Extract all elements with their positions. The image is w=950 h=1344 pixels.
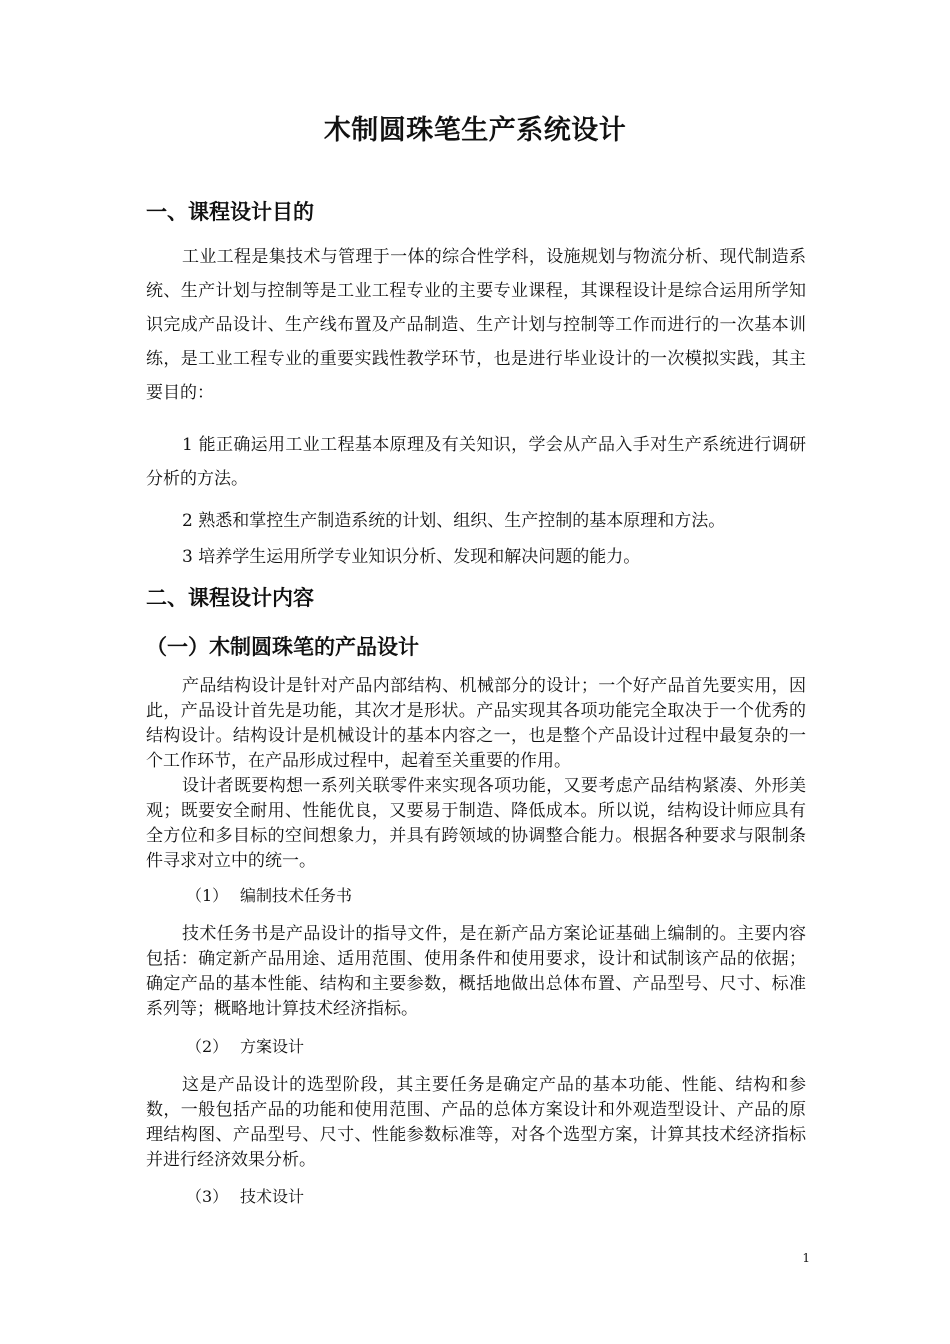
subsection-heading: （一）木制圆珠笔的产品设计 xyxy=(146,634,419,659)
section-2-heading: 二、课程设计内容 xyxy=(146,585,314,610)
section-1-heading: 一、课程设计目的 xyxy=(146,199,314,224)
item-1-number: （1） xyxy=(186,886,229,905)
section-1-intro: 工业工程是集技术与管理于一体的综合性学科，设施规划与物流分析、现代制造系统、生产计划与控制等是工业工程专业的主要专业课程，其课程设计是综合运用所学知识完成产品设计、生产线布置及产品制造、生产计划与控制等工作而进行的一次基本训练，是工业工程专业的重要实践性教学环节，也是进行毕业设计的一次模拟实践，其主要目的： xyxy=(146,247,806,403)
item-2-text: 这是产品设计的选型阶段，其主要任务是确定产品的基本功能、性能、结构和参数，一般包括产品的功能和使用范围、产品的总体方案设计和外观造型设计、产品的原理结构图、产品型号、尺寸、性能参数标准等，对各个选型方案，计算其技术经济指标并进行经济效果分析。 xyxy=(146,1075,806,1170)
page-number: 1 xyxy=(802,1251,810,1265)
item-3-label: 技术设计 xyxy=(240,1187,305,1206)
item-1-heading xyxy=(186,884,352,908)
item-3-number: （3） xyxy=(186,1187,229,1206)
goal-2: 2 熟悉和掌控生产制造系统的计划、组织、生产控制的基本原理和方法。 xyxy=(182,511,726,531)
goal-3: 3 培养学生运用所学专业知识分析、发现和解决问题的能力。 xyxy=(182,547,641,567)
design-paragraph-2: 设计者既要构想一系列关联零件来实现各项功能，又要考虑产品结构紧凑、外形美观；既要安全耐用、性能优良，又要易于制造、降低成本。所以说，结构设计师应具有全方位和多目标的空间想象力，并具有跨领域的协调整合能力。根据各种要求与限制条件寻求对立中的统一。 xyxy=(146,776,806,871)
item-1-label: 编制技术任务书 xyxy=(240,886,353,905)
item-3-heading xyxy=(186,1185,304,1209)
goal-1: 1 能正确运用工业工程基本原理及有关知识，学会从产品入手对生产系统进行调研分析的方法。 xyxy=(146,435,806,489)
item-2-heading xyxy=(186,1035,304,1059)
document-title: 木制圆珠笔生产系统设计 xyxy=(323,115,627,146)
item-2-number: （2） xyxy=(186,1037,229,1056)
item-2-label: 方案设计 xyxy=(240,1037,305,1056)
item-1-text: 技术任务书是产品设计的指导文件，是在新产品方案论证基础上编制的。主要内容包括：确定新产品用途、适用范围、使用条件和使用要求，设计和试制该产品的依据；确定产品的基本性能、结构和主要参数，概括地做出总体布置、产品型号、尺寸、标准系列等；概略地计算技术经济指标。 xyxy=(146,924,806,1019)
design-paragraph-1: 产品结构设计是针对产品内部结构、机械部分的设计；一个好产品首先要实用，因此，产品设计首先是功能，其次才是形状。产品实现其各项功能完全取决于一个优秀的结构设计。结构设计是机械设计的基本内容之一，也是整个产品设计过程中最复杂的一个工作环节，在产品形成过程中，起着至关重要的作用。 xyxy=(146,676,806,771)
